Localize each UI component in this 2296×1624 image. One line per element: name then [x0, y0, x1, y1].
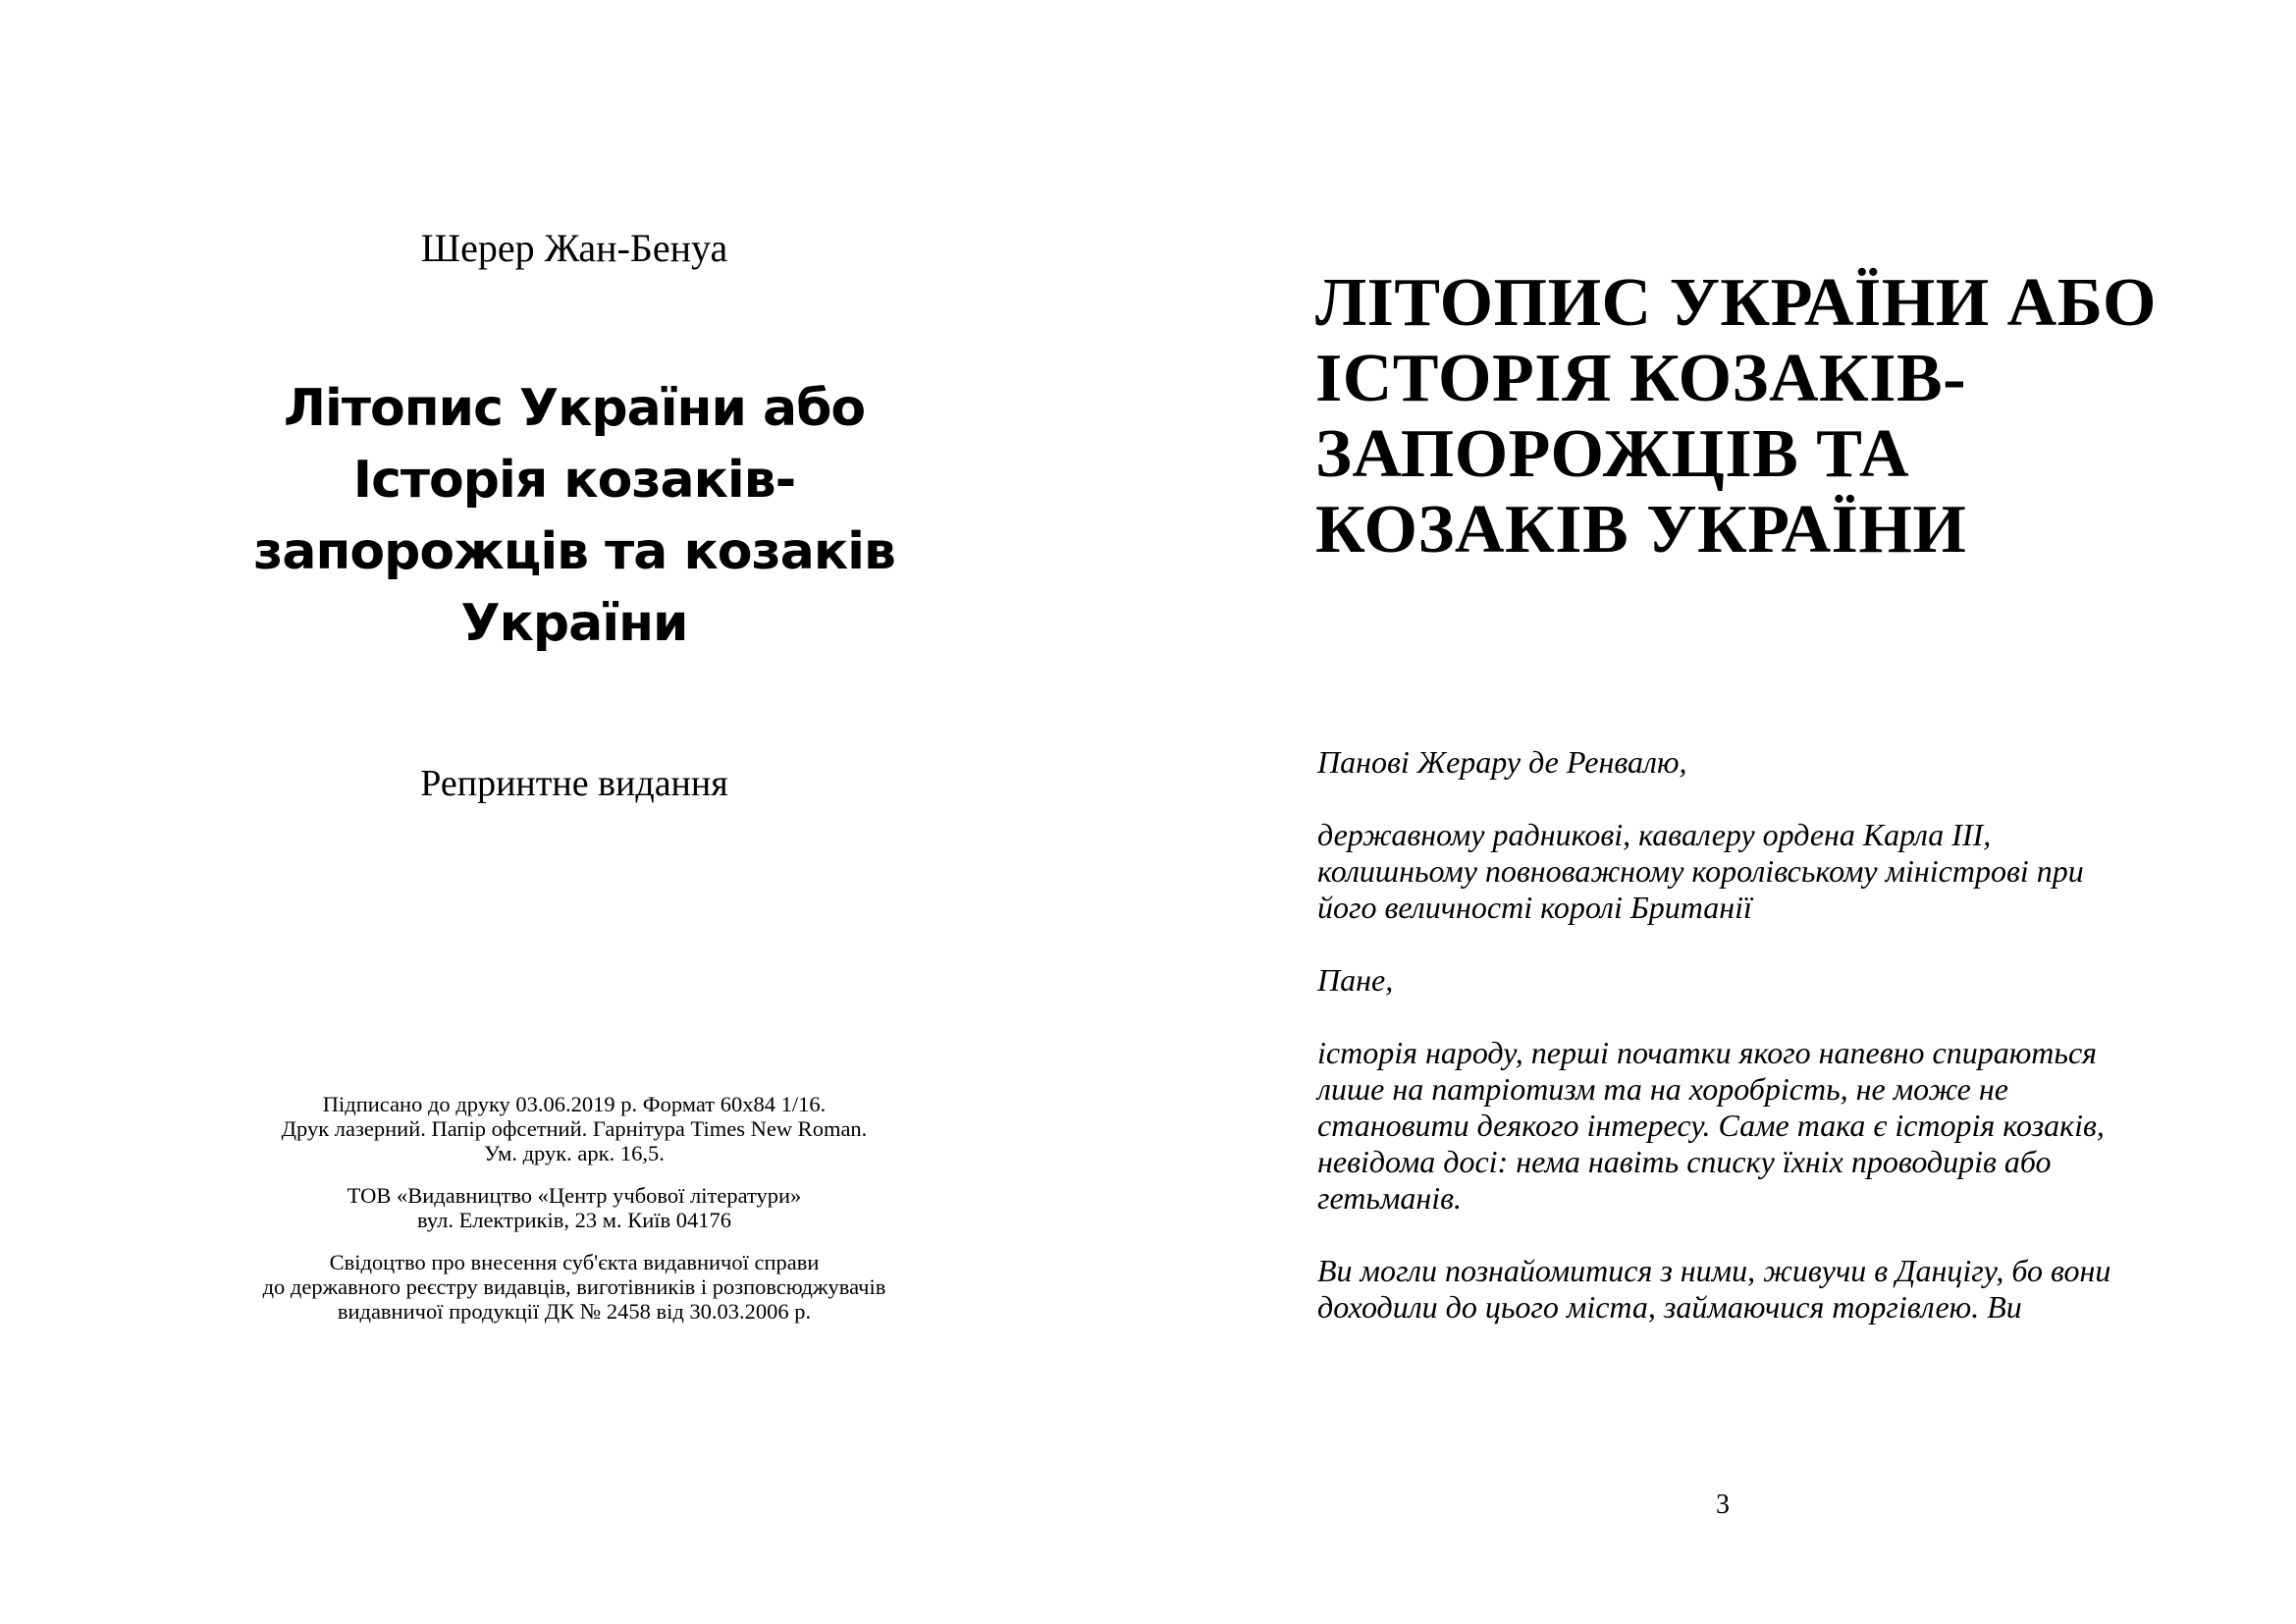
left-title-line: запорожців та козаків: [253, 522, 895, 581]
imprint-line: видавничої продукції ДК № 2458 від 30.03.2006 р.: [337, 1299, 812, 1324]
publisher-info: [196, 1183, 952, 1232]
right-page: [1148, 0, 2296, 1624]
imprint-line: вул. Електриків, 23 м. Київ 04176: [416, 1208, 732, 1232]
imprint-line: Ум. друк. арк. 16,5.: [484, 1141, 665, 1165]
addressee: Панові Жерару де Ренвалю,: [1317, 744, 1687, 780]
print-info: [196, 1092, 952, 1165]
right-title-line: КОЗАКІВ УКРАЇНИ: [1315, 492, 1967, 568]
imprint-line: Друк лазерний. Папір офсетний. Гарнітура Times New Roman.: [281, 1116, 868, 1141]
left-book-title: [236, 373, 913, 660]
imprint-line: до державного реєстру видавців, виготівників і розповсюджувачів: [262, 1274, 886, 1299]
author-name: Шерер Жан-Бенуа: [420, 226, 728, 270]
left-title-line: Історія козаків-: [352, 451, 796, 510]
right-title-line: ЛІТОПИС УКРАЇНИ АБО: [1315, 265, 2157, 341]
page-number: 3: [1716, 1489, 1730, 1520]
imprint-line: ТОВ «Видавництво «Центр учбової літератури»: [347, 1183, 802, 1208]
right-book-title: [1315, 265, 2199, 568]
letter-paragraph: історія народу, перші початки якого напевно спираються лише на патріотизм та на хоробрість, не може не становити деякого інтересу. Саме така є історія козаків, невідома досі: нема навіть списку їхніх проводирів або гетьманів.: [1317, 1035, 2105, 1216]
letter-paragraph: Ви могли познайомитися з ними, живучи в Данцігу, бо вони доходили до цього міста, займаючися торгівлею. Ви: [1317, 1253, 2111, 1325]
imprint-line: Підписано до друку 03.06.2019 р. Формат 60х84 1/16.: [322, 1092, 827, 1116]
addressee-title: державному радникові, кавалеру ордена Карла III, колишньому повноважному королівському міністрові при його величності королі Британії: [1317, 817, 2084, 925]
salutation: Пане,: [1317, 962, 1394, 998]
imprint-block: [196, 1092, 952, 1341]
right-title-line: ІСТОРІЯ КОЗАКІВ-: [1315, 341, 1967, 416]
edition-label: Репринтне видання: [420, 763, 728, 804]
right-title-line: ЗАПОРОЖЦІВ ТА: [1315, 416, 1910, 492]
left-title-line: України: [460, 594, 688, 653]
dedication-letter: [1317, 744, 2144, 1362]
certificate-info: [196, 1250, 952, 1324]
imprint-line: Свідоцтво про внесення суб'єкта видавничої справи: [329, 1250, 820, 1274]
left-title-line: Літопис України або: [283, 379, 866, 438]
